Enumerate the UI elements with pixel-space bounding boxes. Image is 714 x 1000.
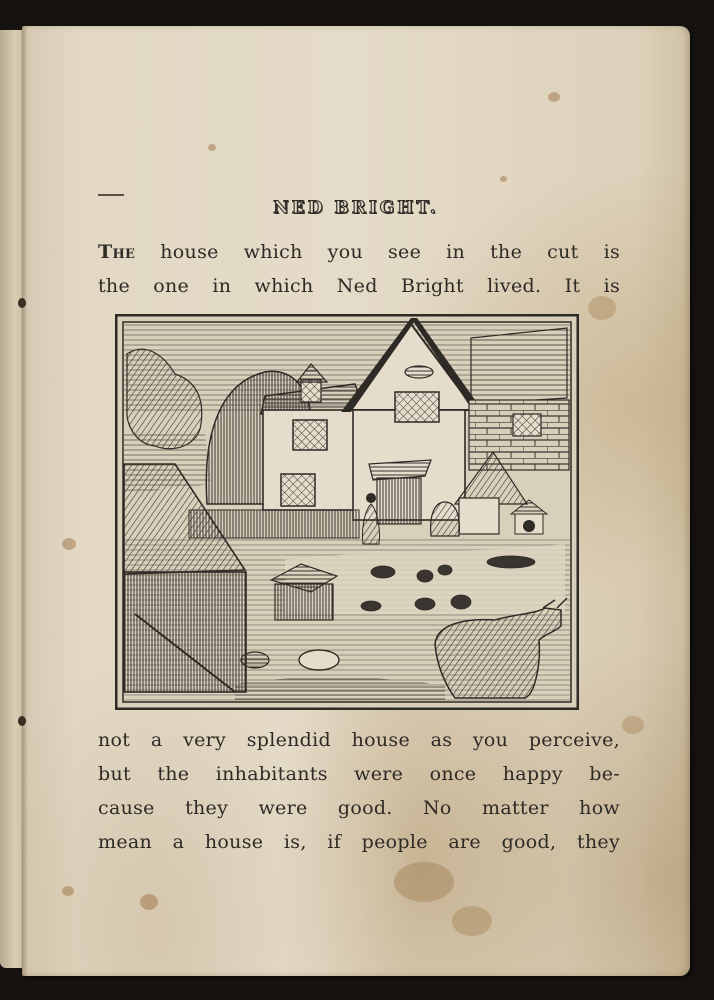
printer-mark bbox=[98, 194, 124, 196]
foxing-spot bbox=[452, 906, 492, 936]
body-text-line: mean a house is, if people are good, they bbox=[98, 831, 620, 853]
body-text-line: the one in which Ned Bright lived. It is bbox=[98, 275, 620, 297]
body-text-line: not a very splendid house as you perceive, bbox=[98, 729, 620, 751]
body-text-line bbox=[98, 240, 620, 264]
foxing-spot bbox=[62, 538, 76, 550]
first-line-rest: house which you see in the cut is bbox=[135, 241, 620, 263]
foxing-spot bbox=[208, 144, 216, 151]
foxing-spot bbox=[588, 296, 616, 320]
page-title: NED BRIGHT. bbox=[273, 198, 439, 218]
binding-hole bbox=[18, 716, 26, 726]
woodcut-illustration bbox=[115, 314, 579, 710]
gutter-shadow bbox=[22, 26, 28, 976]
foxing-spot bbox=[500, 176, 507, 182]
foxing-spot bbox=[394, 862, 454, 902]
body-text-line: but the inhabitants were once happy be- bbox=[98, 763, 620, 785]
foxing-spot bbox=[548, 92, 560, 102]
book-page bbox=[22, 26, 690, 976]
foxing-spot bbox=[140, 894, 158, 910]
foxing-spot bbox=[622, 716, 644, 734]
drop-word: The bbox=[98, 241, 136, 263]
binding-hole bbox=[18, 298, 26, 308]
body-text-line: cause they were good. No matter how bbox=[98, 797, 620, 819]
foxing-spot bbox=[62, 886, 74, 896]
